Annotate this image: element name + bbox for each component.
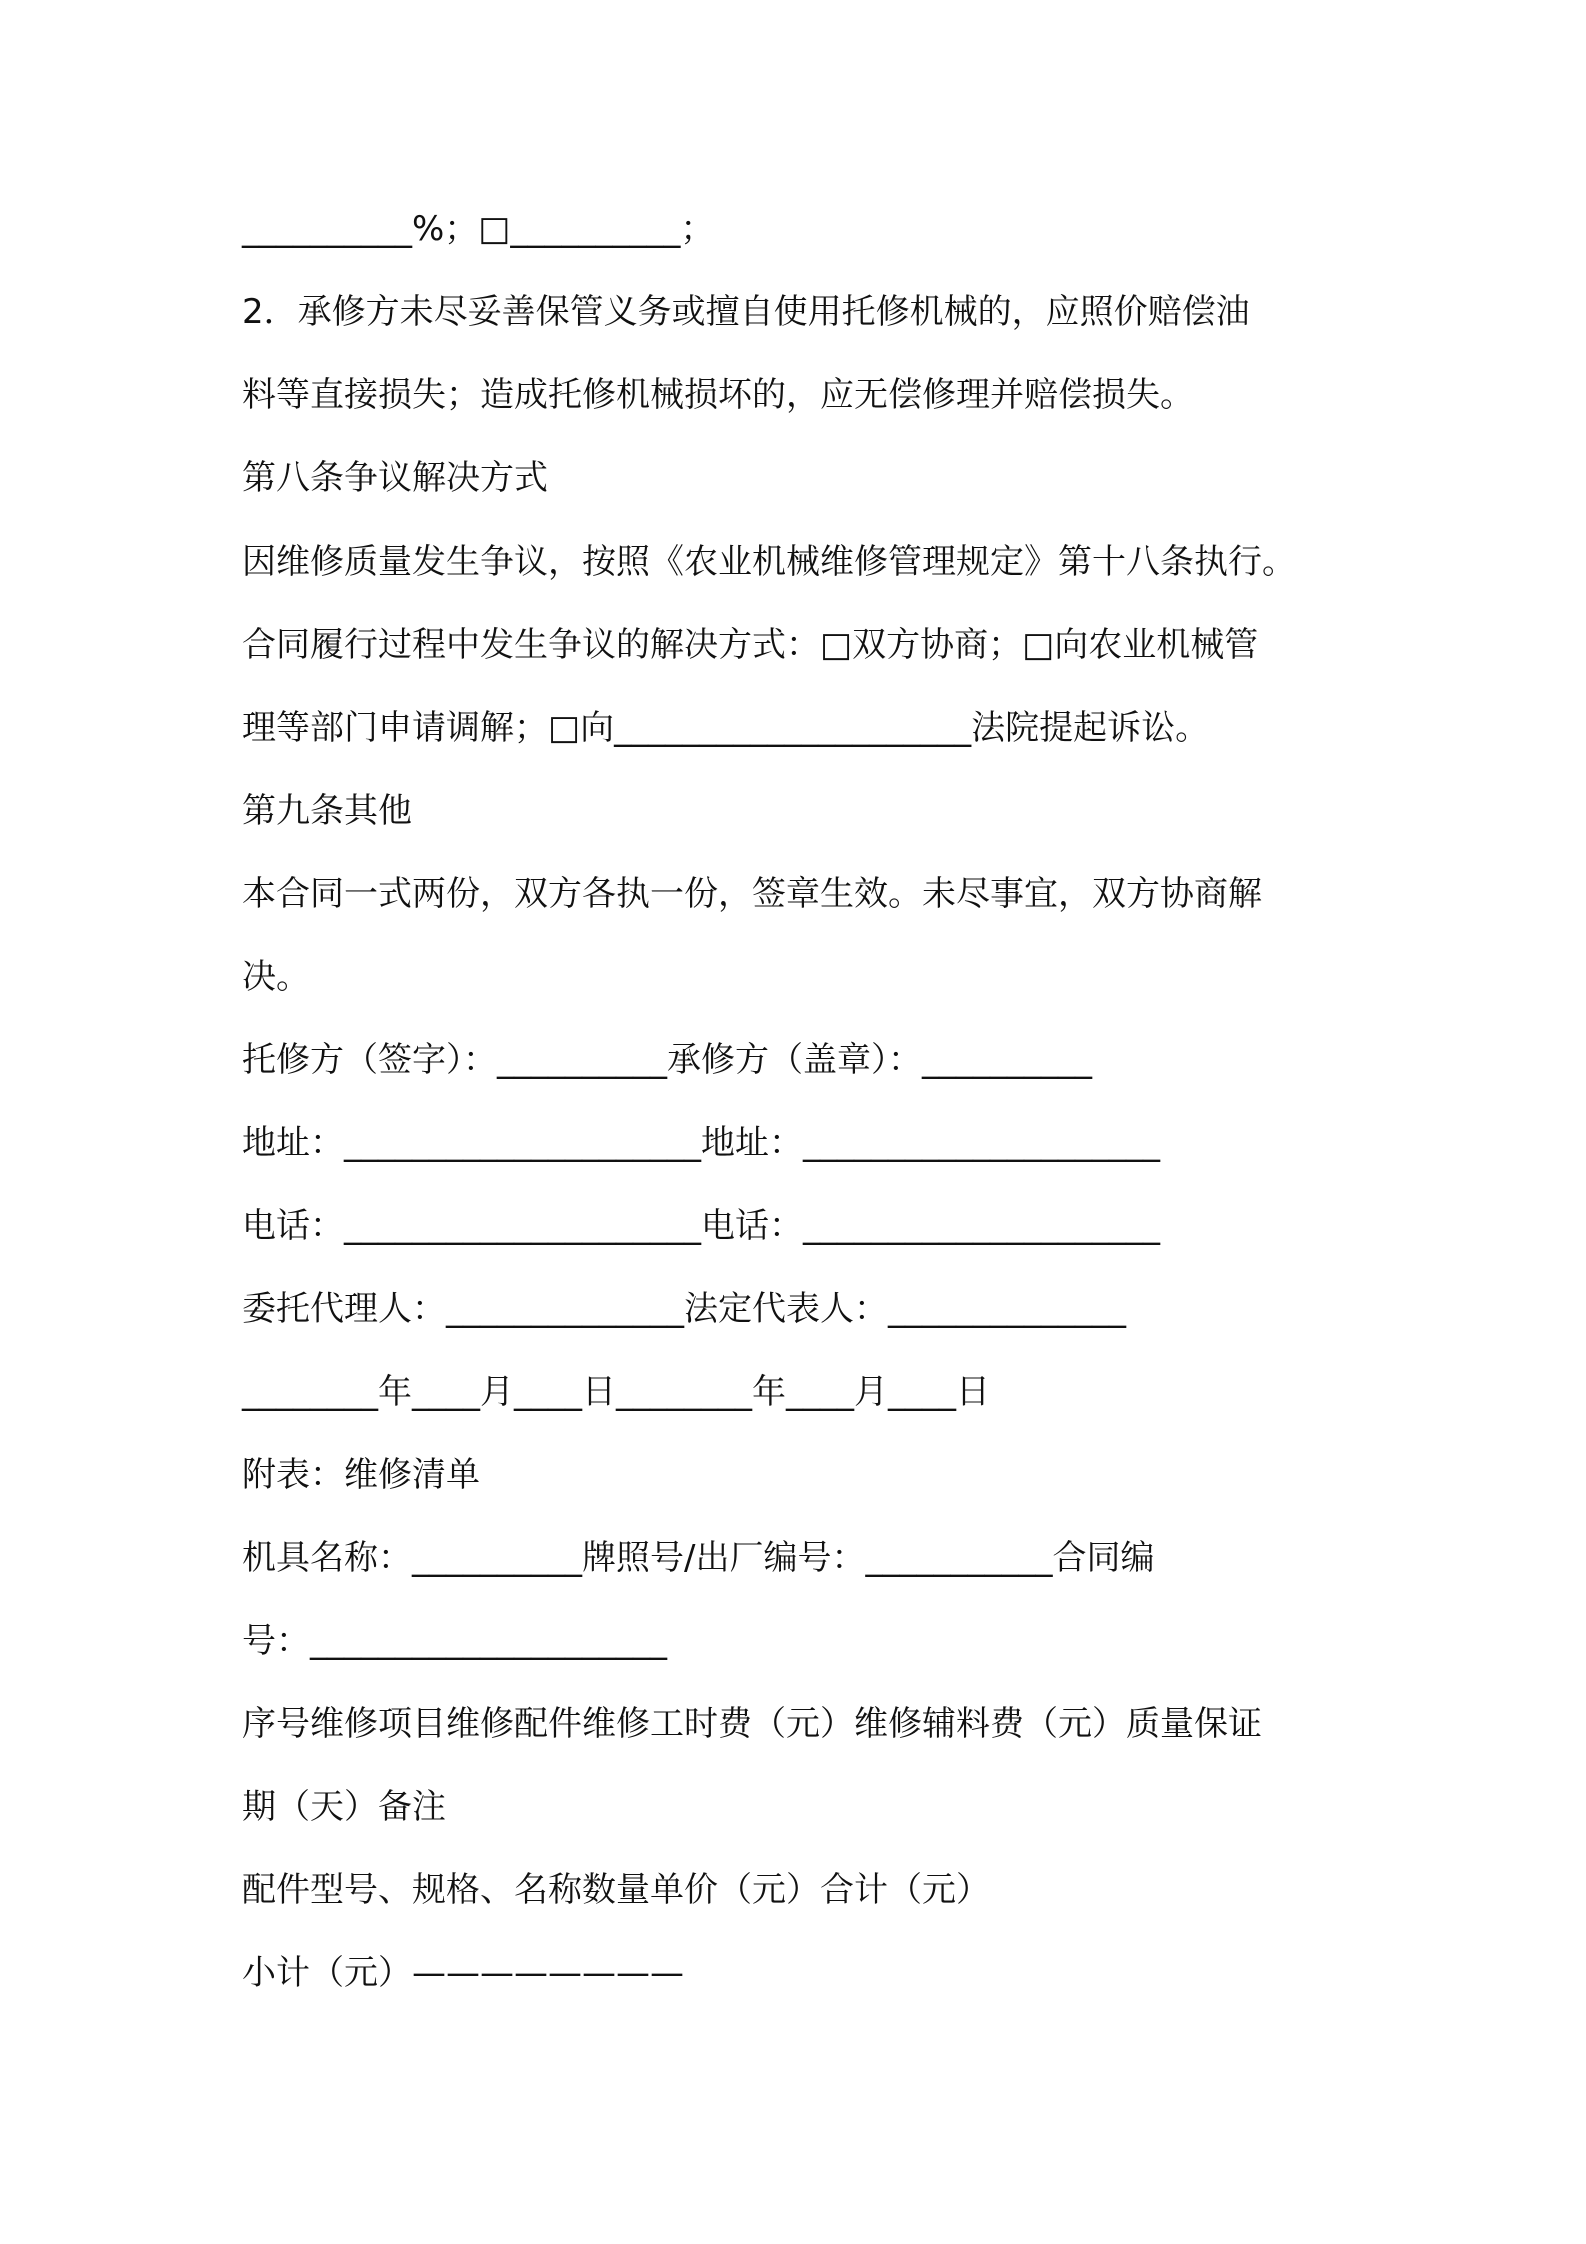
subtotal-line: 小计（元）———————— bbox=[242, 1953, 684, 1993]
text-line-9: 本合同一式两份，双方各执一份，签章生效。未尽事宜，双方协商解 bbox=[242, 874, 1262, 914]
machine-info-line: 机具名称：__________牌照号/出厂编号：___________合同编 bbox=[242, 1538, 1155, 1578]
table-header-line-1: 序号维修项目维修配件维修工时费（元）维修辅料费（元）质量保证 bbox=[242, 1704, 1262, 1744]
text-line-6: 合同履行过程中发生争议的解决方式：□双方协商；□向农业机械管 bbox=[242, 625, 1259, 665]
parts-header-line: 配件型号、规格、名称数量单价（元）合计（元） bbox=[242, 1870, 990, 1910]
text-line-2: 2．承修方未尽妥善保管义务或擅自使用托修机械的，应照价赔偿油 bbox=[242, 292, 1250, 332]
text-line-3: 料等直接损失；造成托修机械损坏的，应无偿修理并赔偿损失。 bbox=[242, 375, 1194, 415]
text-line-5: 因维修质量发生争议，按照《农业机械维修管理规定》第十八条执行。 bbox=[242, 542, 1296, 582]
address-line: 地址：_____________________地址：_____________________ bbox=[242, 1123, 1160, 1163]
text-line-1: __________%；□__________； bbox=[242, 209, 715, 249]
section-heading-article-8: 第八条争议解决方式 bbox=[242, 458, 548, 498]
table-header-line-2: 期（天）备注 bbox=[242, 1787, 446, 1827]
appendix-title: 附表：维修清单 bbox=[242, 1455, 480, 1495]
section-heading-article-9: 第九条其他 bbox=[242, 791, 412, 831]
date-line: ________年____月____日________年____月____日 bbox=[242, 1372, 990, 1412]
agent-line: 委托代理人：______________法定代表人：______________ bbox=[242, 1289, 1126, 1329]
phone-line: 电话：_____________________电话：_____________________ bbox=[242, 1206, 1160, 1246]
text-line-10: 决。 bbox=[242, 957, 310, 997]
contract-number-line: 号：_____________________ bbox=[242, 1621, 667, 1661]
text-line-7: 理等部门申请调解；□向_____________________法院提起诉讼。 bbox=[242, 708, 1210, 748]
signature-line: 托修方（签字）：__________承修方（盖章）：__________ bbox=[242, 1040, 1092, 1080]
